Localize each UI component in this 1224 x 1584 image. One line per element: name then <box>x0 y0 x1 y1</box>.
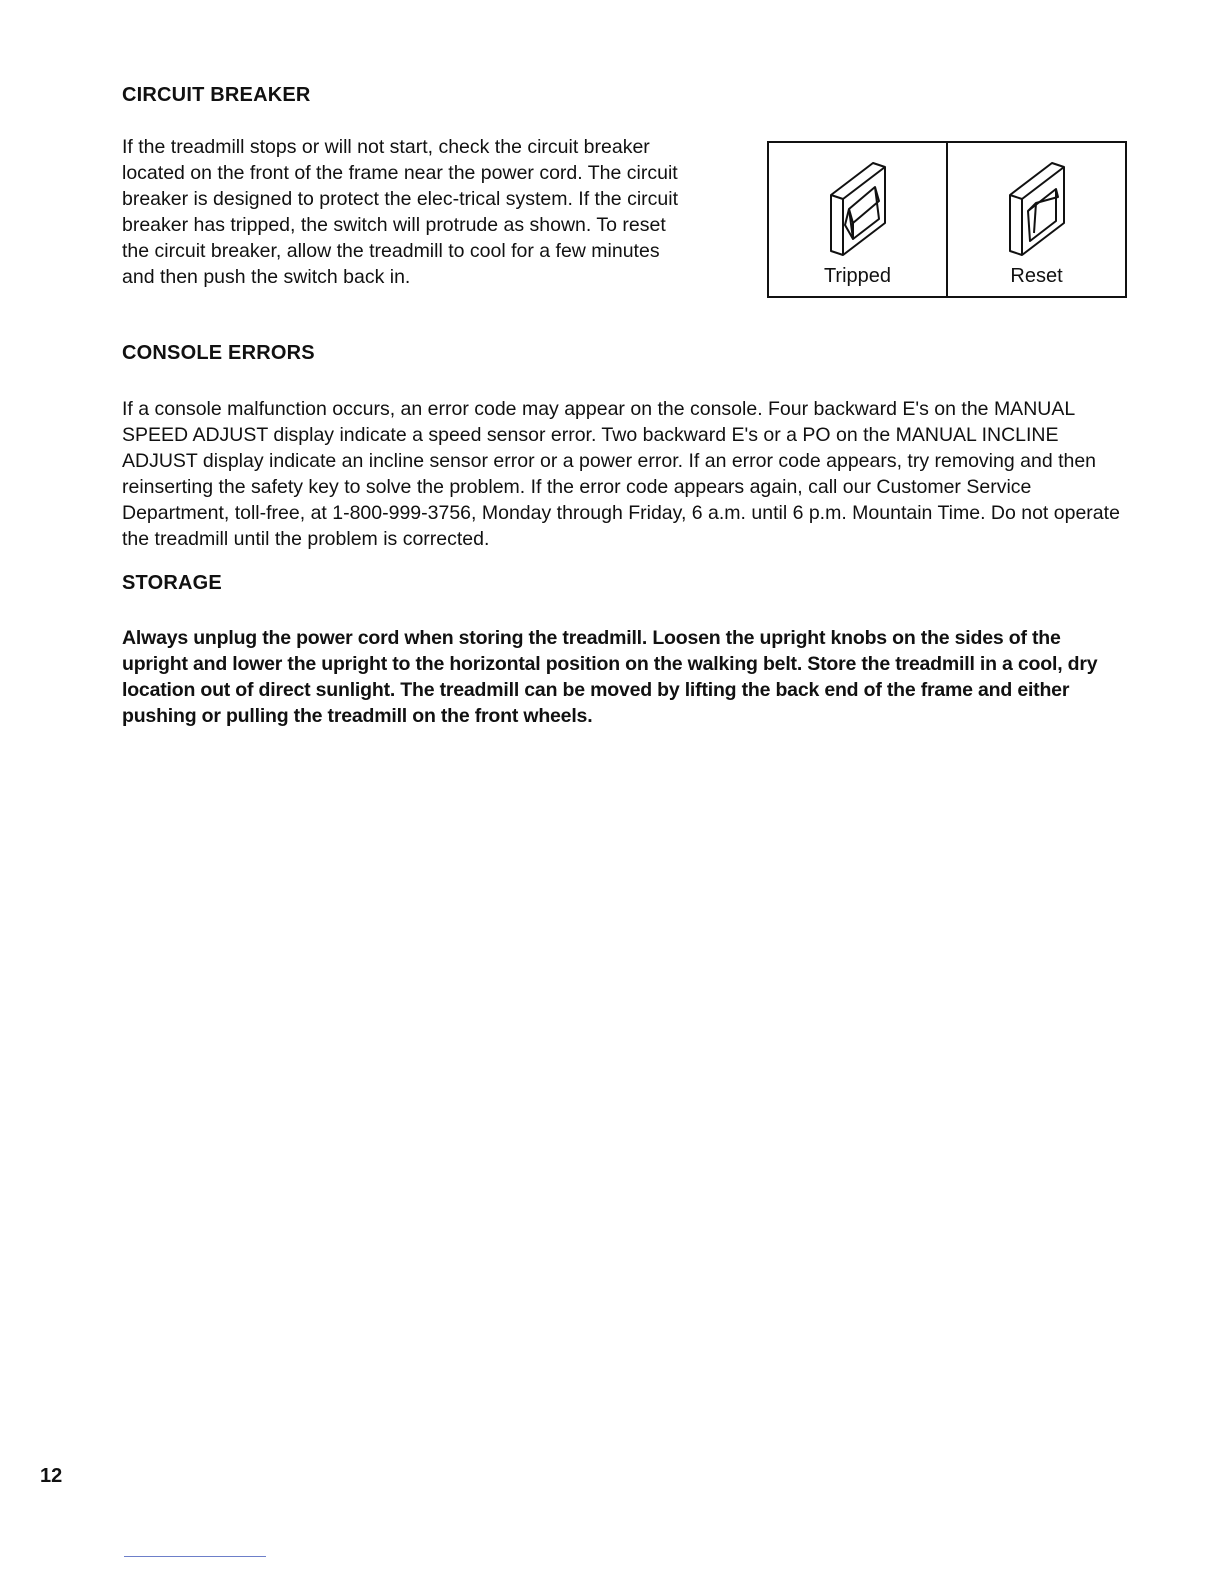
paragraph-storage: Always unplug the power cord when storing the treadmill. Loosen the upright knobs on the sides of the upright and lower the upright to the horizontal position on the walking belt. Store the treadmill in a cool, dry location out of direct sunlight. The treadmill can be moved by lifting the back end of the frame and either pushing or pulling the treadmill on the front wheels. <box>122 627 1098 727</box>
reset-switch-icon <box>1002 157 1072 257</box>
circuit-breaker-figure <box>767 141 1127 298</box>
paragraph-circuit-breaker: If the treadmill stops or will not start, check the circuit breaker located on the front of the frame near the power cord. The circuit breaker is designed to protect the elec-trical system. If the circuit breaker has tripped, the switch will protrude as shown. To reset the circuit breaker, allow the treadmill to cool for a few minutes and then push the switch back in. <box>122 136 678 288</box>
paragraph-console-errors: If a console malfunction occurs, an error code may appear on the console. Four backward E's on the MANUAL SPEED ADJUST display indicate a speed sensor error. Two backward E's or a PO on the MANUAL INCLINE ADJUST display indicate an incline sensor error or a power error. If an error code appears, try removing and then reinserting the safety key to solve the problem. If the error code appears again, call our Customer Service Department, toll-free, at 1-800-999-3756, Monday through Friday, 6 a.m. until 6 p.m. Mountain Time. Do not operate the treadmill until the problem is corrected. <box>122 398 1120 550</box>
reset-label: Reset <box>1010 265 1063 287</box>
tripped-switch-icon <box>823 157 893 257</box>
figure-cell-tripped <box>769 143 946 296</box>
tripped-label: Tripped <box>823 265 892 287</box>
heading-circuit-breaker: CIRCUIT BREAKER <box>122 84 311 106</box>
heading-storage: STORAGE <box>122 572 222 594</box>
heading-console-errors: CONSOLE ERRORS <box>122 342 315 364</box>
page-number: 12 <box>40 1465 63 1487</box>
figure-cell-reset <box>946 143 1125 296</box>
footer-rule <box>124 1556 266 1557</box>
